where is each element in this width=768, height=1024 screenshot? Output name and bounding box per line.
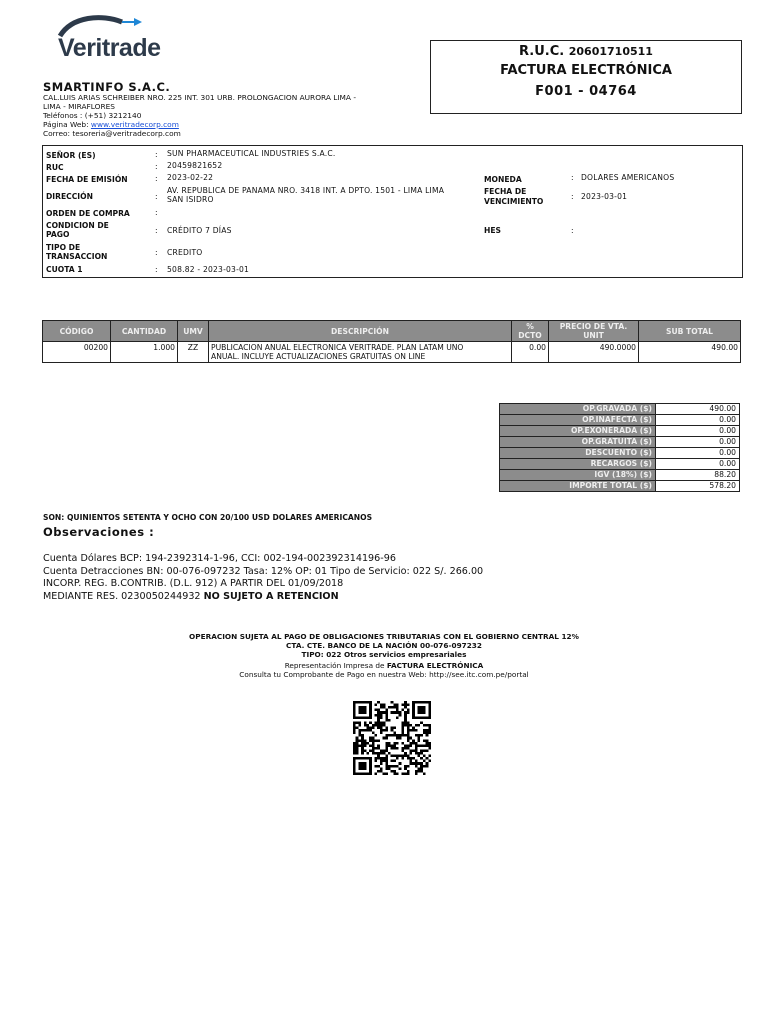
total-label: OP.EXONERADA ($) <box>500 426 656 437</box>
totals-table <box>499 403 740 492</box>
qr-code-icon <box>353 701 431 775</box>
header-precio <box>549 321 639 342</box>
condicion-label-1: CONDICION DE <box>46 221 109 230</box>
document-number: F001 - 04764 <box>535 84 637 99</box>
row-descripcion <box>209 342 512 363</box>
footer-line-2: CTA. CTE. BANCO DE LA NACIÓN 00-076-097232 <box>286 641 482 650</box>
items-table <box>42 320 741 363</box>
cuota-label: CUOTA 1 <box>46 265 83 274</box>
qr-code <box>353 701 431 775</box>
moneda-value: DOLARES AMERICANOS <box>581 173 675 182</box>
ruc-line <box>431 44 741 59</box>
header-dcto-1: % <box>526 322 534 331</box>
header-cantidad: CANTIDAD <box>111 321 178 342</box>
colon: : <box>155 248 158 257</box>
fecha-emision-value: 2023-02-22 <box>167 173 214 182</box>
colon: : <box>155 162 158 171</box>
items-header-row <box>43 321 741 342</box>
tipo-transaccion-label-1: TIPO DE <box>46 243 81 252</box>
total-label: OP.GRAVADA ($) <box>500 404 656 415</box>
company-web-label: Página Web: <box>43 120 91 129</box>
header-precio-1: PRECIO DE VTA. <box>559 322 628 331</box>
header-codigo: CÓDIGO <box>43 321 111 342</box>
total-value: 0.00 <box>656 415 740 426</box>
amount-in-words: SON: QUINIENTOS SETENTA Y OCHO CON 20/100 USD DOLARES AMERICANOS <box>43 513 373 522</box>
footer-line-4 <box>0 661 768 670</box>
total-value: 88.20 <box>656 470 740 481</box>
row-descripcion-2: ANUAL. INCLUYE ACTUALIZACIONES GRATUITAS ON LINE <box>211 352 426 361</box>
total-label: OP.INAFECTA ($) <box>500 415 656 426</box>
condicion-value: CRÉDITO 7 DÍAS <box>167 226 232 235</box>
total-row <box>500 481 740 492</box>
total-row <box>500 426 740 437</box>
total-row <box>500 459 740 470</box>
total-label: DESCUENTO ($) <box>500 448 656 459</box>
colon: : <box>571 173 574 182</box>
observaciones-line-1: Cuenta Dólares BCP: 194-2392314-1-96, CCI: 002-194-002392314196-96 <box>43 553 396 564</box>
ruc-number: 20601710511 <box>568 45 653 58</box>
colon: : <box>155 226 158 235</box>
fecha-emision-label: FECHA DE EMISIÓN <box>46 175 128 184</box>
colon: : <box>155 208 158 217</box>
total-row <box>500 415 740 426</box>
vencimiento-value: 2023-03-01 <box>581 192 628 201</box>
total-label: OP.GRATUITA ($) <box>500 437 656 448</box>
total-value: 490.00 <box>656 404 740 415</box>
footer-line-5: Consulta tu Comprobante de Pago en nuestra Web: http://see.itc.com.pe/portal <box>239 670 529 679</box>
company-web-line <box>43 120 179 129</box>
colon: : <box>155 192 158 201</box>
total-label: IGV (18%) ($) <box>500 470 656 481</box>
moneda-label: MONEDA <box>484 175 522 184</box>
veritrade-logo <box>52 14 162 74</box>
row-dcto: 0.00 <box>512 342 549 363</box>
footer-line-3: TIPO: 022 Otros servicios empresariales <box>301 650 467 659</box>
ruc-label: R.U.C. <box>519 44 565 59</box>
row-umv: ZZ <box>178 342 209 363</box>
colon: : <box>571 226 574 235</box>
direccion-value-2: SAN ISIDRO <box>167 195 214 204</box>
tipo-transaccion-label-2: TRANSACCION <box>46 252 108 261</box>
company-email: Correo: tesoreria@veritradecorp.com <box>43 129 181 138</box>
total-value: 0.00 <box>656 437 740 448</box>
row-codigo: 00200 <box>43 342 111 363</box>
ruc-client-label: RUC <box>46 163 64 172</box>
header-precio-2: UNIT <box>583 331 604 340</box>
company-web-link[interactable]: www.veritradecorp.com <box>90 120 179 129</box>
observaciones-line-4 <box>43 591 339 603</box>
orden-compra-label: ORDEN DE COMPRA <box>46 209 130 218</box>
row-subtotal: 490.00 <box>639 342 741 363</box>
header-dcto-2: DCTO <box>518 331 542 340</box>
total-row <box>500 404 740 415</box>
tipo-transaccion-value: CREDITO <box>167 248 203 257</box>
observaciones-line-2: Cuenta Detracciones BN: 00-076-097232 Tasa: 12% OP: 01 Tipo de Servicio: 022 S/. 266.00 <box>43 566 484 577</box>
header-umv: UMV <box>178 321 209 342</box>
observaciones-line-4-text: MEDIANTE RES. 0230050244932 <box>43 591 204 602</box>
cuota-value: 508.82 - 2023-03-01 <box>167 265 250 274</box>
colon: : <box>155 174 158 183</box>
total-value: 578.20 <box>656 481 740 492</box>
senor-label: SEÑOR (ES) <box>46 151 96 160</box>
total-value: 0.00 <box>656 459 740 470</box>
ruc-client-value: 20459821652 <box>167 161 223 170</box>
header-subtotal: SUB TOTAL <box>639 321 741 342</box>
total-row <box>500 437 740 448</box>
document-title: FACTURA ELECTRÓNICA <box>500 63 672 78</box>
header-descripcion: DESCRIPCIÓN <box>209 321 512 342</box>
colon: : <box>155 150 158 159</box>
vencimiento-label-1: FECHA DE <box>484 187 527 196</box>
row-precio: 490.0000 <box>549 342 639 363</box>
footer-line-1: OPERACION SUJETA AL PAGO DE OBLIGACIONES TRIBUTARIAS CON EL GOBIERNO CENTRAL 12% <box>189 632 579 641</box>
observaciones-title: Observaciones : <box>43 525 155 539</box>
logo-wordmark: Veritrade <box>58 34 161 62</box>
row-cantidad: 1.000 <box>111 342 178 363</box>
footer-line-4-bold: FACTURA ELECTRÓNICA <box>386 661 484 670</box>
total-row <box>500 470 740 481</box>
vencimiento-label-2: VENCIMIENTO <box>484 197 544 206</box>
colon: : <box>155 265 158 274</box>
total-value: 0.00 <box>656 426 740 437</box>
ruc-box <box>430 40 742 114</box>
condicion-label-2: PAGO <box>46 230 70 239</box>
client-info-box <box>42 145 743 278</box>
row-descripcion-1: PUBLICACION ANUAL ELECTRONICA VERITRADE. PLAN LATAM UNO <box>211 343 464 352</box>
observaciones-line-3: INCORP. REG. B.CONTRIB. (D.L. 912) A PARTIR DEL 01/09/2018 <box>43 578 344 589</box>
total-row <box>500 448 740 459</box>
senor-value: SUN PHARMACEUTICAL INDUSTRIES S.A.C. <box>167 149 336 158</box>
hes-label: HES <box>484 226 502 235</box>
total-label: RECARGOS ($) <box>500 459 656 470</box>
header-dcto <box>512 321 549 342</box>
company-phones: Teléfonos : (+51) 3212140 <box>43 111 142 120</box>
company-name: SMARTINFO S.A.C. <box>43 80 171 94</box>
table-row <box>43 342 741 363</box>
company-address-1: CAL.LUIS ARIAS SCHREIBER NRO. 225 INT. 301 URB. PROLONGACION AURORA LIMA - <box>43 93 356 102</box>
total-label: IMPORTE TOTAL ($) <box>500 481 656 492</box>
observaciones-line-4-bold: NO SUJETO A RETENCION <box>203 591 339 602</box>
footer-line-4-text: Representación Impresa de <box>284 661 387 670</box>
company-address-2: LIMA - MIRAFLORES <box>43 102 115 111</box>
total-value: 0.00 <box>656 448 740 459</box>
direccion-label: DIRECCIÓN <box>46 192 93 201</box>
direccion-value-1: AV. REPUBLICA DE PANAMA NRO. 3418 INT. A DPTO. 1501 - LIMA LIMA <box>167 186 445 195</box>
colon: : <box>571 192 574 201</box>
